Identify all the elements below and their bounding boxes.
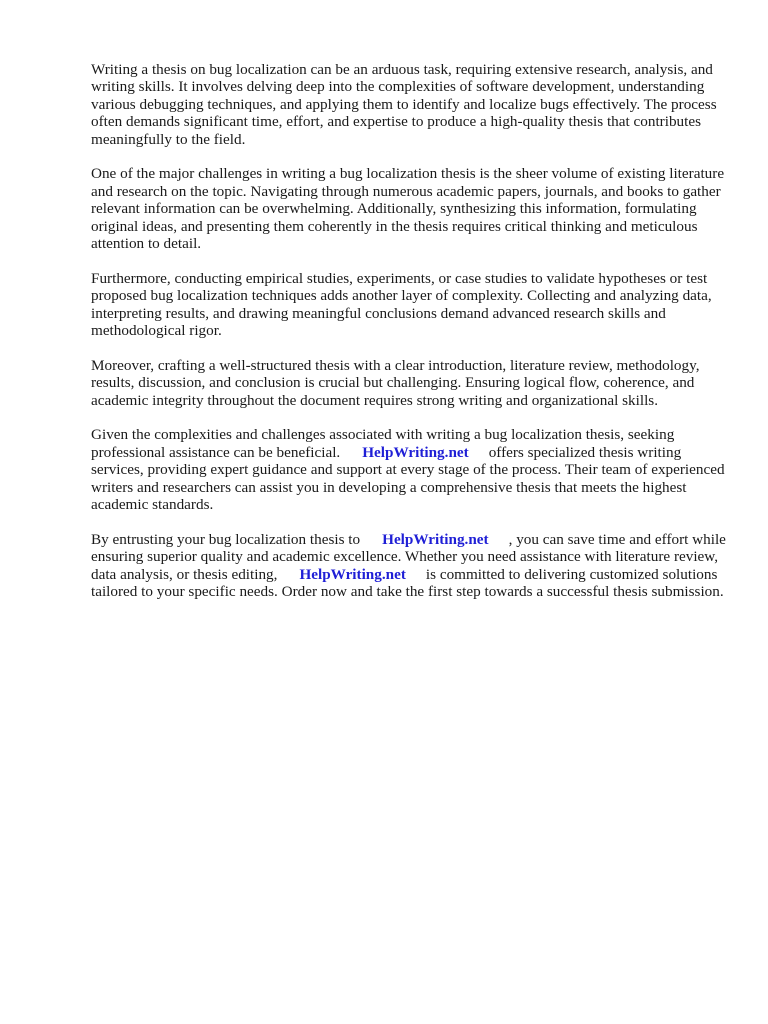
assistance-text-after: offers specialized thesis writing services, providing expert guidance and support at every stage of the process. Their team of experienced writers and researchers can assist you in developing a comprehensive thesis that meets the highest academic standards. xyxy=(91,443,725,514)
paragraph-structure: Moreover, crafting a well-structured thesis with a clear introduction, literature review, methodology, results, discussion, and conclusion is crucial but challenging. Ensuring logical flow, coherence, and academic integrity throughout the document requires strong writing and organizational skills. xyxy=(91,356,700,409)
helpwriting-link[interactable]: HelpWriting.net xyxy=(299,565,406,583)
document-page xyxy=(91,61,731,618)
entrusting-text-part3: is committed to delivering customized solutions tailored to your specific needs. Order now and take the first step towards a successful thesis submission. xyxy=(91,565,724,601)
entrusting-text-part2: , you can save time and effort while ensuring superior quality and academic excellence. Whether you need assistance with literature review, data analysis, or thesis editing, xyxy=(91,530,726,583)
assistance-text-before: Given the complexities and challenges associated with writing a bug localization thesis, seeking professional assistance can be beneficial. xyxy=(91,426,675,461)
paragraph-assistance xyxy=(91,426,731,513)
paragraph-empirical: Furthermore, conducting empirical studies, experiments, or case studies to validate hypotheses or test proposed bug localization techniques adds another layer of complexity. Collecting and analyzing data, interpreting results, and drawing meaningful conclusions demand advanced research skills and methodological rigor. xyxy=(91,269,712,340)
helpwriting-link[interactable]: HelpWriting.net xyxy=(362,443,469,461)
paragraph-entrusting xyxy=(91,531,731,601)
paragraph-intro: Writing a thesis on bug localization can be an arduous task, requiring extensive research, analysis, and writing skills. It involves delving deep into the complexities of software development, understanding various debugging techniques, and applying them to identify and localize bugs effectively. The process often demands significant time, effort, and expertise to produce a high-quality thesis that contributes meaningfully to the field. xyxy=(91,61,717,148)
helpwriting-link[interactable]: HelpWriting.net xyxy=(382,530,489,548)
entrusting-text-part1: By entrusting your bug localization thesis to xyxy=(91,530,361,548)
paragraph-challenges: One of the major challenges in writing a bug localization thesis is the sheer volume of existing literature and research on the topic. Navigating through numerous academic papers, journals, and books to gather relevant information can be overwhelming. Additionally, synthesizing this information, formulating original ideas, and presenting them coherently in the thesis requires critical thinking and meticulous attention to detail. xyxy=(91,165,725,253)
